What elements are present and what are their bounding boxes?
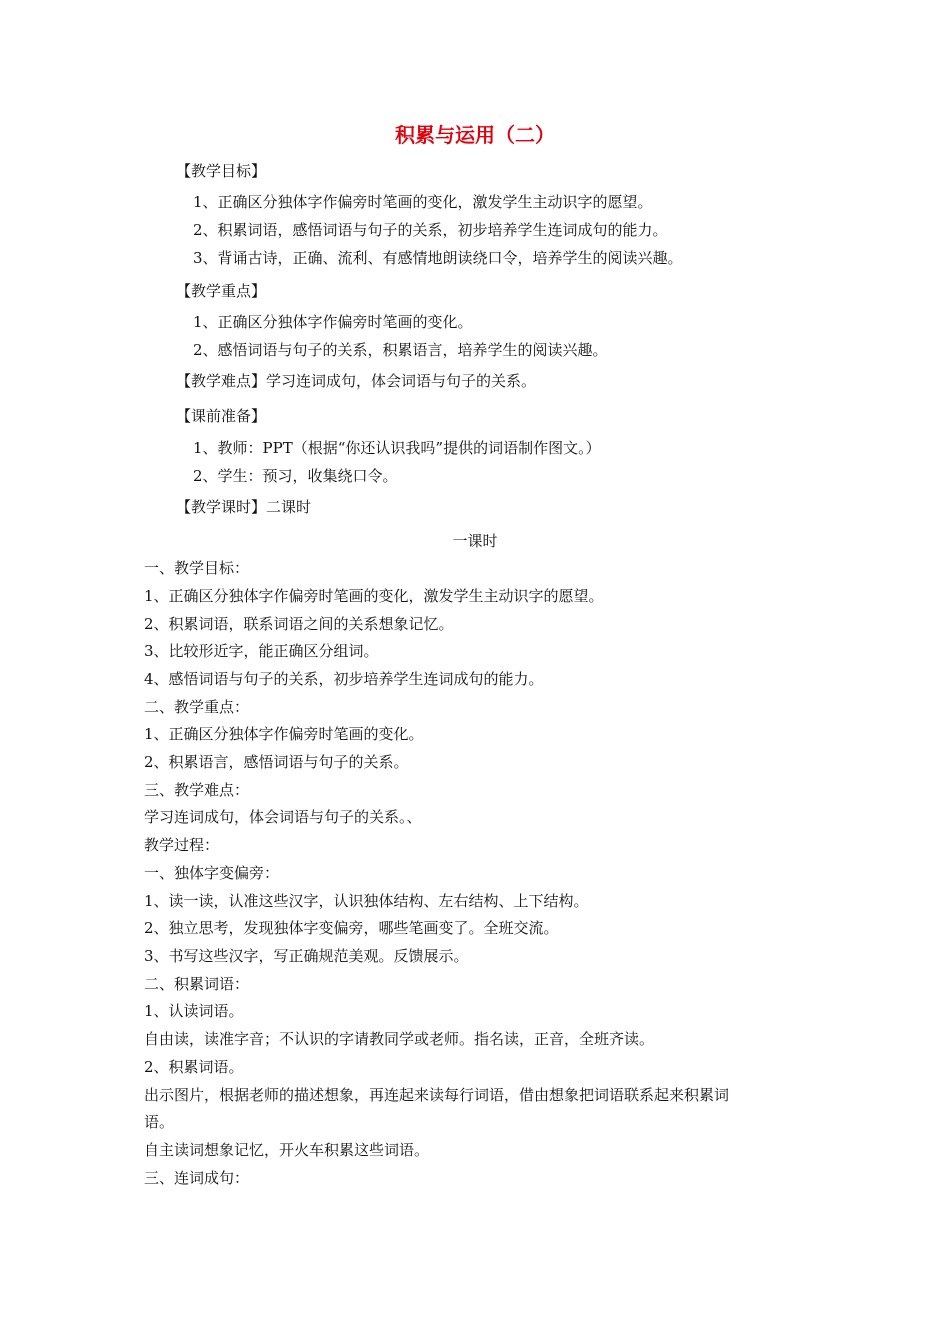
text-line: 自由读，读准字音；不认识的字请教同学或老师。指名读，正音，全班齐读。 xyxy=(144,1030,655,1048)
text-line: 1、教师：PPT（根据“你还认识我吗”提供的词语制作图文。） xyxy=(193,439,601,457)
text-line: 1、正确区分独体字作偏旁时笔画的变化。 xyxy=(193,313,473,331)
text-line: 3、背诵古诗，正确、流利、有感情地朗读绕口令，培养学生的阅读兴趣。 xyxy=(193,249,683,267)
lesson-heading: 一课时 xyxy=(452,532,498,550)
text-line: 自主读词想象记忆，开火车积累这些词语。 xyxy=(144,1141,430,1159)
text-line: 出示图片，根据老师的描述想象，再连起来读每行词语，借由想象把词语联系起来积累词 xyxy=(144,1086,730,1104)
text-line: 2、积累词语。 xyxy=(144,1058,244,1076)
section-heading: 【教学目标】 xyxy=(176,162,267,180)
text-line: 1、正确区分独体字作偏旁时笔画的变化，激发学生主动识字的愿望。 xyxy=(193,193,653,211)
text-line: 2、积累语言，感悟词语与句子的关系。 xyxy=(144,753,409,771)
text-line: 教学过程： xyxy=(144,836,220,854)
text-line: 一、独体字变偏旁： xyxy=(144,864,280,882)
section-heading: 【教学重点】 xyxy=(176,282,267,300)
text-line: 1、读一读，认准这些汉字，认识独体结构、左右结构、上下结构。 xyxy=(144,892,589,910)
text-line: 3、比较形近字，能正确区分组词。 xyxy=(144,642,379,660)
text-line: 2、独立思考，发现独体字变偏旁，哪些笔画变了。全班交流。 xyxy=(144,919,559,937)
text-line: 二、教学重点： xyxy=(144,698,250,716)
text-line: 1、正确区分独体字作偏旁时笔画的变化，激发学生主动识字的愿望。 xyxy=(144,587,604,605)
text-line: 1、正确区分独体字作偏旁时笔画的变化。 xyxy=(144,725,424,743)
document-title: 积累与运用（二） xyxy=(395,123,555,147)
text-line: 三、教学难点： xyxy=(144,781,250,799)
text-line: 2、积累词语，联系词语之间的关系想象记忆。 xyxy=(144,615,454,633)
text-line: 学习连词成句，体会词语与句子的关系。、 xyxy=(144,808,422,826)
text-line: 3、书写这些汉字，写正确规范美观。反馈展示。 xyxy=(144,947,469,965)
text-line: 2、学生：预习，收集绕口令。 xyxy=(193,467,398,485)
text-line: 一、教学目标： xyxy=(144,559,250,577)
text-line: 三、连词成句： xyxy=(144,1169,250,1187)
section-heading: 【课前准备】 xyxy=(176,407,267,425)
section-heading: 【教学难点】学习连词成句，体会词语与句子的关系。 xyxy=(176,372,537,390)
text-line: 1、认读词语。 xyxy=(144,1002,244,1020)
text-line: 2、积累词语，感悟词语与句子的关系，初步培养学生连词成句的能力。 xyxy=(193,221,668,239)
text-line: 2、感悟词语与句子的关系，积累语言，培养学生的阅读兴趣。 xyxy=(193,341,608,359)
text-line: 4、感悟词语与句子的关系，初步培养学生连词成句的能力。 xyxy=(144,670,544,688)
text-line: 语。 xyxy=(144,1113,175,1131)
section-heading: 【教学课时】二课时 xyxy=(176,498,312,516)
text-line: 二、积累词语： xyxy=(144,975,250,993)
